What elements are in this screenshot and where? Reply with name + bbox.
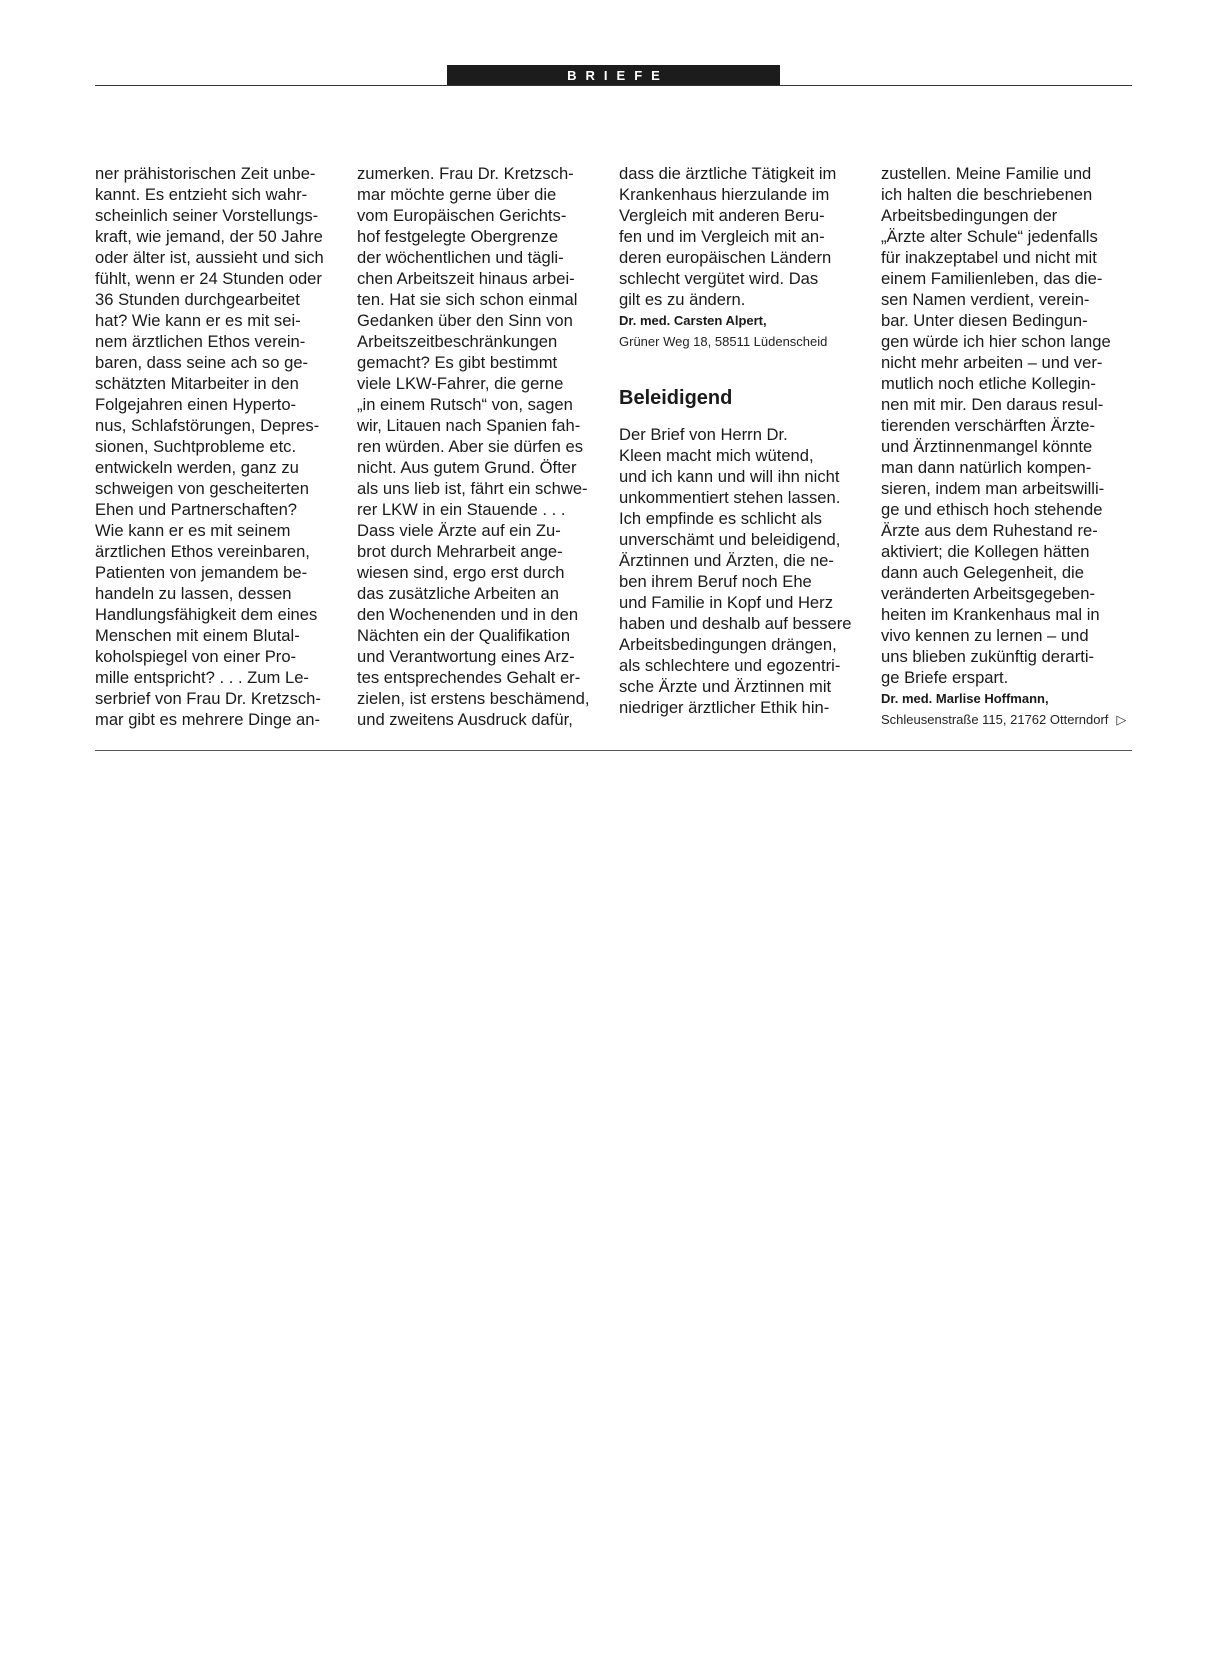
text-line: deren europäischen Ländern	[619, 248, 832, 267]
letter-heading: Beleidigend	[619, 387, 733, 409]
signature-name: Dr. med. Carsten Alpert,	[619, 313, 767, 328]
text-line: Dass viele Ärzte auf ein Zu-	[357, 521, 561, 540]
text-line: den Wochenenden und in den	[357, 605, 579, 624]
text-line: ärztlichen Ethos vereinbaren,	[95, 542, 310, 561]
text-line: brot durch Mehrarbeit ange-	[357, 542, 563, 561]
text-line: und zweitens Ausdruck dafür,	[357, 710, 573, 729]
text-line: gemacht? Es gibt bestimmt	[357, 353, 558, 372]
text-line: Menschen mit einem Blutal-	[95, 626, 300, 645]
text-line: dann auch Gelegenheit, die	[881, 563, 1084, 582]
signature-address-line	[881, 709, 1131, 730]
text-line: chen Arbeitszeit hinaus arbei-	[357, 269, 575, 288]
text-line: fühlt, wenn er 24 Stunden oder	[95, 269, 322, 288]
letter-text	[619, 424, 869, 718]
text-line: Der Brief von Herrn Dr.	[619, 425, 788, 444]
text-line: nem ärztlichen Ethos verein-	[95, 332, 306, 351]
text-line: nicht mehr arbeiten – und ver-	[881, 353, 1103, 372]
text-line: viele LKW-Fahrer, die gerne	[357, 374, 564, 393]
text-line: Arbeitsbedingungen der	[881, 206, 1058, 225]
text-line: Vergleich mit anderen Beru-	[619, 206, 825, 225]
text-line: Arbeitsbedingungen drängen,	[619, 635, 837, 654]
column-4	[881, 163, 1131, 730]
text-line: schlecht vergütet wird. Das	[619, 269, 819, 288]
text-line: Ärztinnen und Ärzten, die ne-	[619, 551, 834, 570]
text-line: sionen, Suchtprobleme etc.	[95, 437, 297, 456]
text-line: bar. Unter diesen Bedingun-	[881, 311, 1088, 330]
text-line: fen und im Vergleich mit an-	[619, 227, 825, 246]
text-line: oder älter ist, aussieht und sich	[95, 248, 324, 267]
text-line: Krankenhaus hierzulande im	[619, 185, 830, 204]
text-line: rer LKW in ein Stauende . . .	[357, 500, 566, 519]
column-3	[619, 163, 869, 718]
text-line: 36 Stunden durchgearbeitet	[95, 290, 300, 309]
text-line: uns blieben zukünftig derarti-	[881, 647, 1095, 666]
text-line: serbrief von Frau Dr. Kretzsch-	[95, 689, 321, 708]
text-line: zustellen. Meine Familie und	[881, 164, 1092, 183]
text-line: vivo kennen zu lernen – und	[881, 626, 1089, 645]
text-line: scheinlich seiner Vorstellungs-	[95, 206, 319, 225]
text-line: mar möchte gerne über die	[357, 185, 557, 204]
text-line: Arbeitszeitbeschränkungen	[357, 332, 558, 351]
text-line: aktiviert; die Kollegen hätten	[881, 542, 1090, 561]
text-line: Ärzte aus dem Ruhestand re-	[881, 521, 1098, 540]
letter-text	[881, 163, 1131, 688]
text-line: tes entsprechendes Gehalt er-	[357, 668, 581, 687]
text-line: baren, dass seine ach so ge-	[95, 353, 309, 372]
text-line: und Ärztinnenmangel könnte	[881, 437, 1093, 456]
text-line: gen würde ich hier schon lange	[881, 332, 1111, 351]
text-line: veränderten Arbeitsgegeben-	[881, 584, 1096, 603]
text-line: handeln zu lassen, dessen	[95, 584, 292, 603]
text-line: Folgejahren einen Hyperto-	[95, 395, 297, 414]
column-1	[95, 163, 345, 730]
text-line: koholspiegel von einer Pro-	[95, 647, 297, 666]
text-line: ben ihrem Beruf noch Ehe	[619, 572, 812, 591]
text-line: „in einem Rutsch“ von, sagen	[357, 395, 573, 414]
text-line: nicht. Aus gutem Grund. Öfter	[357, 458, 577, 477]
text-line: ner prähistorischen Zeit unbe-	[95, 164, 316, 183]
text-line: wiesen sind, ergo erst durch	[357, 563, 565, 582]
text-line: der wöchentlichen und tägli-	[357, 248, 564, 267]
text-line: mutlich noch etliche Kollegin-	[881, 374, 1096, 393]
text-line: einem Familienleben, das die-	[881, 269, 1103, 288]
text-line: niedriger ärztlicher Ethik hin-	[619, 698, 830, 717]
text-line: Patienten von jemandem be-	[95, 563, 308, 582]
text-line: und Verantwortung eines Arz-	[357, 647, 575, 666]
text-line: man dann natürlich kompen-	[881, 458, 1092, 477]
text-line: für inakzeptabel und nicht mit	[881, 248, 1097, 267]
text-line: sche Ärzte und Ärztinnen mit	[619, 677, 832, 696]
text-line: schätzten Mitarbeiter in den	[95, 374, 299, 393]
continue-arrow-icon: ▷	[1116, 712, 1127, 727]
text-line: wir, Litauen nach Spanien fah-	[357, 416, 581, 435]
text-line: kraft, wie jemand, der 50 Jahre	[95, 227, 323, 246]
text-line: hat? Wie kann er es mit sei-	[95, 311, 301, 330]
signature-address: Grüner Weg 18, 58511 Lüdenscheid	[619, 334, 828, 349]
text-line: hof festgelegte Obergrenze	[357, 227, 559, 246]
text-line: mille entspricht? . . . Zum Le-	[95, 668, 309, 687]
text-line: als schlechtere und egozentri-	[619, 656, 841, 675]
section-label: BRIEFE	[447, 65, 780, 86]
text-line: dass die ärztliche Tätigkeit im	[619, 164, 837, 183]
text-line: Ich empfinde es schlicht als	[619, 509, 822, 528]
text-line: tierenden verschärften Ärzte-	[881, 416, 1095, 435]
text-line: kannt. Es entzieht sich wahr-	[95, 185, 308, 204]
text-line: nus, Schlafstörungen, Depres-	[95, 416, 320, 435]
text-line: Gedanken über den Sinn von	[357, 311, 573, 330]
text-line: unverschämt und beleidigend,	[619, 530, 841, 549]
text-line: „Ärzte alter Schule“ jedenfalls	[881, 227, 1098, 246]
text-line: ren würden. Aber sie dürfen es	[357, 437, 583, 456]
text-line: unkommentiert stehen lassen.	[619, 488, 841, 507]
letter-text	[619, 163, 869, 310]
column-2	[357, 163, 607, 730]
text-line: Ehen und Partnerschaften?	[95, 500, 298, 519]
signature-name: Dr. med. Marlise Hoffmann,	[881, 691, 1049, 706]
text-line: Wie kann er es mit seinem	[95, 521, 291, 540]
text-line: haben und deshalb auf bessere	[619, 614, 852, 633]
footer-rule	[95, 750, 1132, 751]
header-rule	[95, 85, 1132, 86]
text-line: entwickeln werden, ganz zu	[95, 458, 299, 477]
text-line: und Familie in Kopf und Herz	[619, 593, 833, 612]
text-line: Nächten ein der Qualifikation	[357, 626, 571, 645]
text-line: als uns lieb ist, fährt ein schwe-	[357, 479, 588, 498]
text-line: das zusätzliche Arbeiten an	[357, 584, 560, 603]
text-line: nen mit mir. Den daraus resul-	[881, 395, 1104, 414]
text-line: sieren, indem man arbeitswilli-	[881, 479, 1105, 498]
text-line: ten. Hat sie sich schon einmal	[357, 290, 578, 309]
text-line: gilt es zu ändern.	[619, 290, 746, 309]
text-line: zumerken. Frau Dr. Kretzsch-	[357, 164, 574, 183]
text-line: und ich kann und will ihn nicht	[619, 467, 840, 486]
text-line: zielen, ist erstens beschämend,	[357, 689, 590, 708]
text-line: ge Briefe erspart.	[881, 668, 1009, 687]
text-line: mar gibt es mehrere Dinge an-	[95, 710, 321, 729]
text-line: Kleen macht mich wütend,	[619, 446, 814, 465]
signature-address: Schleusenstraße 115, 21762 Otterndorf	[881, 712, 1109, 727]
text-line: ge und ethisch hoch stehende	[881, 500, 1103, 519]
text-line: sen Namen verdient, verein-	[881, 290, 1090, 309]
text-line: heiten im Krankenhaus mal in	[881, 605, 1100, 624]
text-line: vom Europäischen Gerichts-	[357, 206, 567, 225]
text-line: schweigen von gescheiterten	[95, 479, 310, 498]
text-line: Handlungsfähigkeit dem eines	[95, 605, 318, 624]
text-line: ich halten die beschriebenen	[881, 185, 1093, 204]
